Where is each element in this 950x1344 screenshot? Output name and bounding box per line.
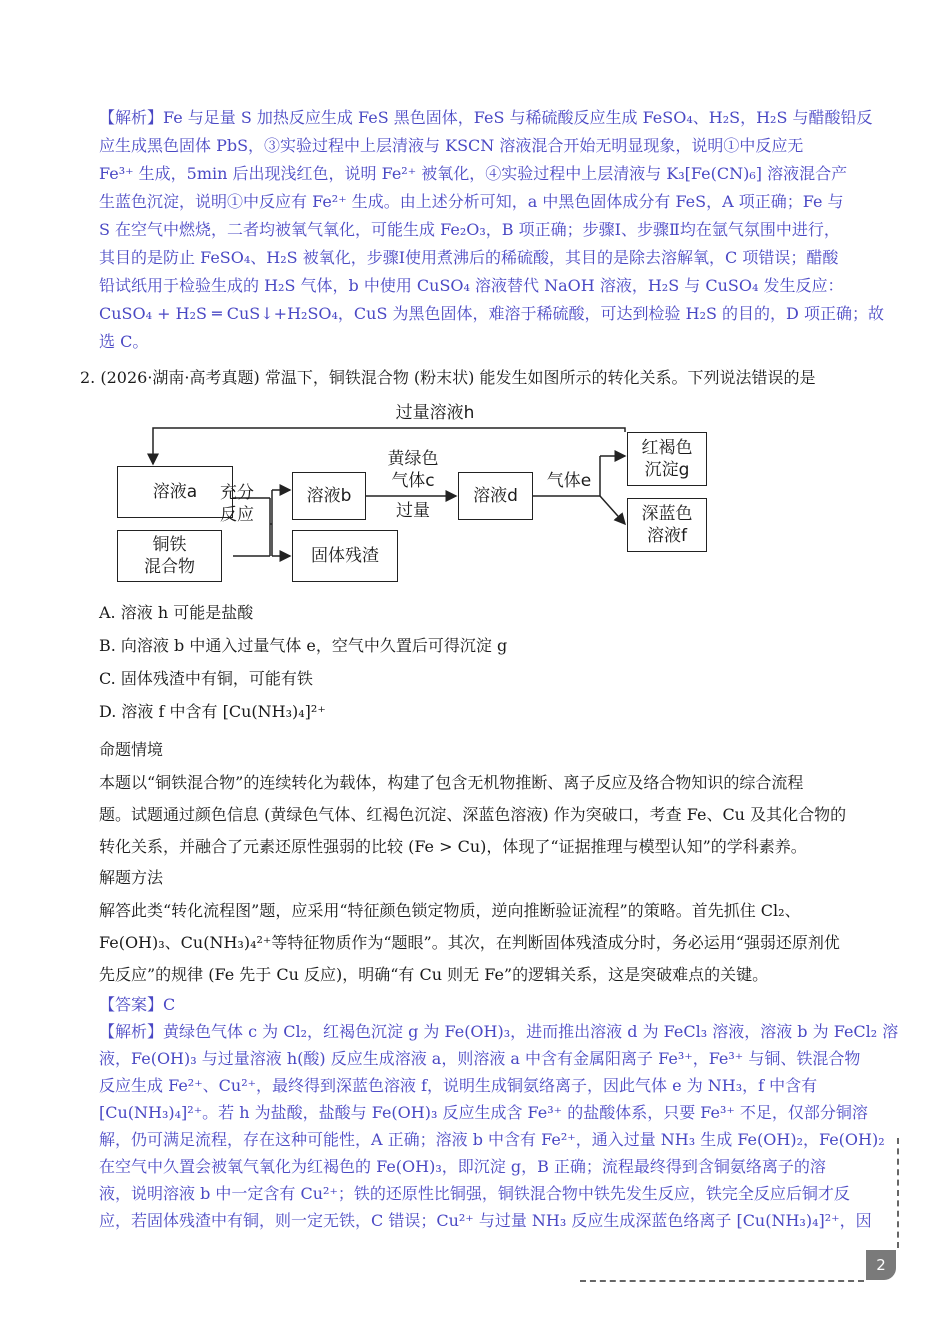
question-2-stem: 2. (2026·湖南·高考真题) 常温下，铜铁混合物 (粉末状) 能发生如图所示的转化关系。下列说法错误的是 xyxy=(80,368,816,387)
option-d: D. 溶液 f 中含有 [Cu(NH₃)₄]²⁺ xyxy=(99,702,326,721)
page-corner-dash-vertical xyxy=(897,1138,899,1248)
label-excess: 过量 xyxy=(396,501,430,521)
analysis-q1-line: 应生成黑色固体 PbS，③实验过程中上层清液与 KSCN 溶液混合开始无明显现象，说明①中反应无 xyxy=(99,136,804,155)
label-full-reaction: 充分 反应 xyxy=(220,483,254,525)
context-body xyxy=(99,767,879,863)
analysis-q2-line: 液，Fe(OH)₃ 与过量溶液 h(酸) 反应生成溶液 a，则溶液 a 中含有金属阳离子 Fe³⁺，Fe³⁺ 与铜、铁混合物 xyxy=(99,1049,861,1068)
analysis-q1-line: 生蓝色沉淀，说明①中反应有 Fe²⁺ 生成。由上述分析可知，a 中黑色固体成分有 FeS，A 项正确；Fe 与 xyxy=(99,192,844,211)
option-a: A. 溶液 h 可能是盐酸 xyxy=(99,603,254,622)
analysis-q2-line: 解，仍可满足流程，存在这种可能性，A 正确；溶液 b 中含有 Fe²⁺，通入过量 NH₃ 生成 Fe(OH)₂，Fe(OH)₂ xyxy=(99,1130,885,1149)
analysis-q2-line: 反应生成 Fe²⁺、Cu²⁺，最终得到深蓝色溶液 f，说明生成铜氨络离子，因此气体 e 为 NH₃，f 中含有 xyxy=(99,1076,818,1095)
label-yellow-green-gas-c: 黄绿色 气体c xyxy=(387,449,439,491)
box-deep-blue-solution-f: 深蓝色 溶液f xyxy=(627,498,707,552)
analysis-q2-line: 在空气中久置会被氧气氧化为红褐色的 Fe(OH)₃，即沉淀 g，B 正确；流程最终得到含铜氨络离子的溶 xyxy=(99,1157,826,1176)
analysis-q2-line: 【解析】黄绿色气体 c 为 Cl₂，红褐色沉淀 g 为 Fe(OH)₃，进而推出溶液 d 为 FeCl₃ 溶液，溶液 b 为 FeCl₂ 溶 xyxy=(99,1022,899,1041)
context-line: 题。试题通过颜色信息 (黄绿色气体、红褐色沉淀、深蓝色溶液) 作为突破口，考查 Fe、Cu 及其化合物的 xyxy=(99,805,847,824)
method-body xyxy=(99,895,879,991)
page-number: 2 xyxy=(866,1250,896,1280)
analysis-q2-line: 液，说明溶液 b 中一定含有 Cu²⁺；铁的还原性比铜强，铜铁混合物中铁先发生反应，铁完全反应后铜才反 xyxy=(99,1184,850,1203)
context-line: 本题以“铜铁混合物”的连续转化为载体，构建了包含无机物推断、离子反应及络合物知识的综合流程 xyxy=(99,773,804,792)
method-line: 解答此类“转化流程图”题，应采用“特征颜色锁定物质，逆向推断验证流程”的策略。首先抓住 Cl₂、 xyxy=(99,901,801,920)
method-line: Fe(OH)₃、Cu(NH₃)₄²⁺等特征物质作为“题眼”。其次，在判断固体残渣成分时，务必运用“强弱还原剂优 xyxy=(99,933,840,952)
method-line: 先反应”的规律 (Fe 先于 Cu 反应)，明确“有 Cu 则无 Fe”的逻辑关系，这是突破难点的关键。 xyxy=(99,965,769,984)
box-solution-a: 溶液a xyxy=(117,466,233,518)
page-corner-dash-horizontal xyxy=(580,1280,864,1282)
analysis-q1-line: Fe³⁺ 生成，5min 后出现浅红色，说明 Fe²⁺ 被氧化，④实验过程中上层清液与 K₃[Fe(CN)₆] 溶液混合产 xyxy=(99,164,848,183)
analysis-q1-line: 其目的是防止 FeSO₄、H₂S 被氧化，步骤Ⅰ使用煮沸后的稀硫酸，其目的是除去溶解氧，C 项错误；醋酸 xyxy=(99,248,839,267)
analysis-q1-line: 选 C。 xyxy=(99,332,149,351)
analysis-q2 xyxy=(99,1018,899,1234)
answer: 【答案】C xyxy=(99,995,176,1014)
analysis-q1-line: S 在空气中燃烧，二者均被氧气氧化，可能生成 Fe₂O₃，B 项正确；步骤Ⅰ、步骤Ⅱ均在氩气氛围中进行， xyxy=(99,220,840,239)
option-c: C. 固体残渣中有铜，可能有铁 xyxy=(99,669,313,688)
box-copper-iron-mixture: 铜铁 混合物 xyxy=(117,530,222,582)
context-title: 命题情境 xyxy=(99,740,164,759)
analysis-q1-line: 【解析】Fe 与足量 S 加热反应生成 FeS 黑色固体，FeS 与稀硫酸反应生成 FeSO₄、H₂S，H₂S 与醋酸铅反 xyxy=(99,108,873,127)
box-red-brown-precipitate-g: 红褐色 沉淀g xyxy=(627,432,707,486)
analysis-q1-line: CuSO₄ + H₂S ═ CuS↓+H₂SO₄，CuS 为黑色固体，难溶于稀硫酸，可达到检验 H₂S 的目的，D 项正确；故 xyxy=(99,304,884,323)
analysis-q1 xyxy=(99,104,884,356)
analysis-q2-line: [Cu(NH₃)₄]²⁺。若 h 为盐酸，盐酸与 Fe(OH)₃ 反应生成含 Fe³⁺ 的盐酸体系，只要 Fe³⁺ 不足，仅部分铜溶 xyxy=(99,1103,868,1122)
option-b: B. 向溶液 b 中通入过量气体 e，空气中久置后可得沉淀 g xyxy=(99,636,508,655)
analysis-q2-line: 应，若固体残渣中有铜，则一定无铁，C 错误；Cu²⁺ 与过量 NH₃ 反应生成深蓝色络离子 [Cu(NH₃)₄]²⁺，因 xyxy=(99,1211,872,1230)
box-solution-d: 溶液d xyxy=(458,472,533,520)
label-excess-solution-h: 过量溶液h xyxy=(395,403,475,423)
label-gas-e: 气体e xyxy=(546,471,592,491)
context-line: 转化关系，并融合了元素还原性强弱的比较 (Fe > Cu)，体现了“证据推理与模型认知”的学科素养。 xyxy=(99,837,807,856)
method-title: 解题方法 xyxy=(99,868,164,887)
analysis-q1-line: 铅试纸用于检验生成的 H₂S 气体，b 中使用 CuSO₄ 溶液替代 NaOH 溶液，H₂S 与 CuSO₄ 发生反应： xyxy=(99,276,844,295)
flow-diagram xyxy=(100,396,720,586)
box-solid-residue: 固体残渣 xyxy=(292,530,398,582)
box-solution-b: 溶液b xyxy=(292,472,366,520)
